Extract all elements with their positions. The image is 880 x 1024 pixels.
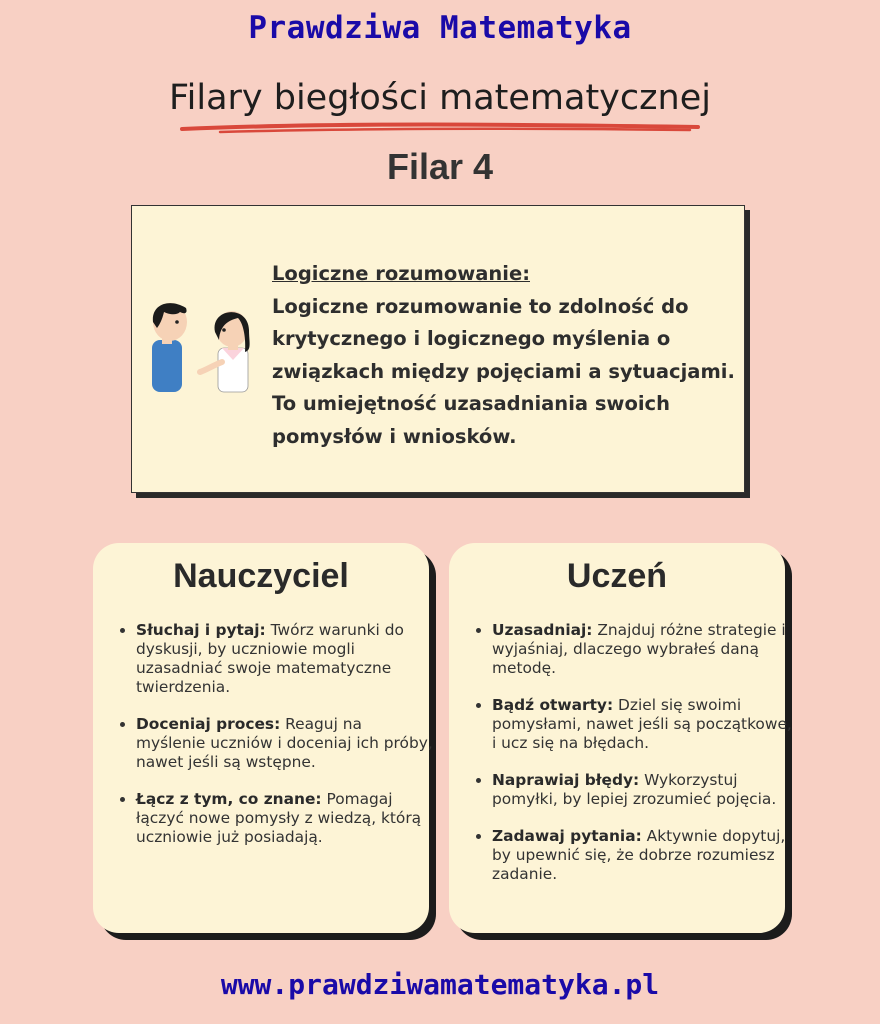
- item-text: Reaguj na myślenie uczniów i doceniaj ich próby, nawet jeśli są wstępne.: [136, 715, 433, 771]
- list-item: [136, 715, 436, 772]
- list-item: [136, 621, 436, 697]
- item-text: Twórz warunki do dyskusji, by uczniowie mogli uzasadniać swoje matematyczne twierdzenia.: [136, 621, 404, 696]
- item-text: Pomagaj łączyć nowe pomysły z wiedzą, którą uczniowie już posiadają.: [136, 790, 422, 846]
- pillar-heading: Filar 4: [386, 146, 494, 187]
- student-card-title: Uczeń: [566, 557, 668, 595]
- teacher-card: [93, 543, 433, 933]
- teacher-card-title: Nauczyciel: [173, 557, 349, 595]
- list-item: [136, 790, 436, 847]
- website-link[interactable]: www.prawdziwamatematyka.pl: [220, 968, 660, 1001]
- item-text: Dziel się swoimi pomysłami, nawet jeśli są początkowe, i ucz się na błędach.: [492, 696, 792, 752]
- item-text: Aktywnie dopytuj, by upewnić się, że dobrze rozumiesz zadanie.: [492, 827, 786, 883]
- definition-heading: Logiczne rozumowanie:: [272, 262, 530, 285]
- item-label: Słuchaj i pytaj:: [136, 621, 266, 639]
- student-list: [472, 621, 792, 902]
- item-label: Doceniaj proces:: [136, 715, 281, 733]
- item-label: Uzasadniaj:: [492, 621, 593, 639]
- definition-body: Logiczne rozumowanie to zdolność do krytycznego i logicznego myślenia o związkach między pojęciami a sytuacjami. To umiejętność uzasadniania swoich pomysłów i wniosków.: [272, 294, 735, 448]
- student-card: [449, 543, 792, 933]
- list-item: [492, 827, 792, 884]
- item-text: Wykorzystuj pomyłki, by lepiej zrozumieć pojęcia.: [492, 771, 777, 808]
- brand-title: Prawdziwa Matematyka: [248, 10, 632, 46]
- list-item: [492, 771, 792, 809]
- page-title: Filary biegłości matematycznej: [169, 78, 711, 118]
- item-text: Znajduj różne strategie i wyjaśniaj, dlaczego wybrałeś daną metodę.: [492, 621, 786, 677]
- title-underline: [180, 118, 700, 140]
- list-item: [492, 621, 792, 678]
- item-label: Bądź otwarty:: [492, 696, 614, 714]
- people-illustration: [148, 300, 256, 396]
- list-item: [492, 696, 792, 753]
- item-label: Naprawiaj błędy:: [492, 771, 640, 789]
- definition-text: [272, 258, 742, 454]
- teacher-list: [116, 621, 436, 865]
- item-label: Zadawaj pytania:: [492, 827, 642, 845]
- item-label: Łącz z tym, co znane:: [136, 790, 322, 808]
